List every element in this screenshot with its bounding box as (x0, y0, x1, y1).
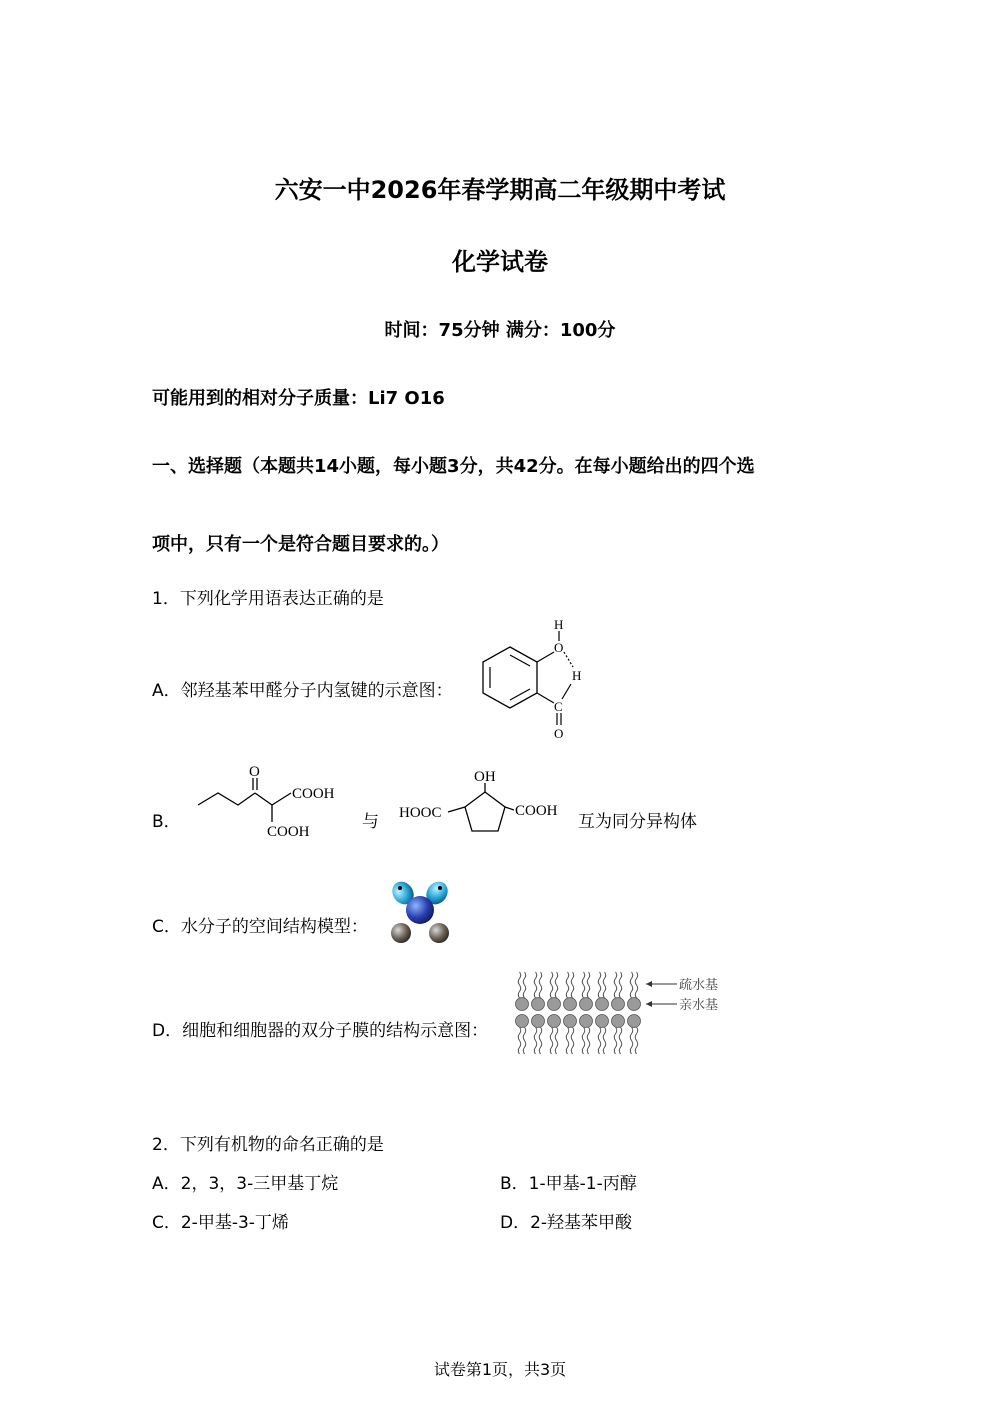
lipid-tail-upper (587, 972, 590, 998)
lipid-head (516, 1015, 529, 1028)
q1-option-a: A．邻羟基苯甲醛分子内氢键的示意图： (152, 681, 453, 701)
q2-option-a: A．2，3，3-三甲基丁烷 (152, 1174, 339, 1194)
q1-option-b: B． (152, 812, 181, 832)
lipid-tail-upper (614, 972, 617, 998)
q1-option-c: C．水分子的空间结构模型： (152, 917, 368, 937)
lipid-head (596, 998, 609, 1011)
lipid-tail-lower (635, 1027, 638, 1054)
lipid-head (516, 998, 529, 1011)
lipid-tail-lower (582, 1027, 585, 1054)
lipid-head (612, 998, 625, 1011)
lipid-tail-upper (518, 972, 521, 998)
q2-option-d: D．2-羟基苯甲酸 (500, 1213, 633, 1233)
lipid-tail-upper (635, 972, 638, 998)
lipid-tail-lower (555, 1027, 558, 1054)
lipid-head (532, 1015, 545, 1028)
lipid-head (564, 998, 577, 1011)
fig-a-h-top: H (554, 617, 564, 632)
fig-a-o: O (554, 640, 564, 655)
lipid-head (628, 1015, 641, 1028)
lipid-tail-lower (539, 1027, 542, 1054)
lipid-head (548, 1015, 561, 1028)
lipid-head (596, 1015, 609, 1028)
q1-option-d: D．细胞和细胞器的双分子膜的结构示意图： (152, 1021, 489, 1041)
exam-title: 六安一中2026年春学期高二年级期中考试 (274, 176, 726, 204)
exam-meta: 时间：75分钟 满分：100分 (384, 320, 616, 341)
fig-b2-hooc: HOOC (399, 805, 442, 821)
exam-subtitle: 化学试卷 (452, 248, 548, 276)
lipid-tail-upper (534, 972, 537, 998)
fig-b2-cooh: COOH (515, 803, 558, 819)
lipid-head (580, 998, 593, 1011)
o-hydroxybenzaldehyde-structure (470, 615, 600, 740)
lipid-tail-lower (571, 1027, 574, 1054)
lipid-tail-lower (550, 1027, 553, 1054)
lipid-head (580, 1015, 593, 1028)
page-footer: 试卷第1页，共3页 (433, 1360, 567, 1379)
lipid-tail-lower (566, 1027, 569, 1054)
section-heading-line2: 项中，只有一个是符合题目要求的。） (152, 534, 449, 555)
lipid-head (548, 998, 561, 1011)
lipid-tail-upper (523, 972, 526, 998)
section-heading-line1: 一、选择题（本题共14小题，每小题3分，共42分。在每小题给出的四个选 (152, 456, 755, 477)
lipid-tail-lower (619, 1027, 622, 1054)
lipid-tail-upper (571, 972, 574, 998)
lipid-tail-upper (630, 972, 633, 998)
lipid-tail-upper (598, 972, 601, 998)
lipid-tail-upper (555, 972, 558, 998)
lipid-tail-lower (598, 1027, 601, 1054)
lipid-tail-lower (523, 1027, 526, 1054)
q1-option-b-and: 与 (362, 812, 379, 832)
q2-option-c: C．2-甲基-3-丁烯 (152, 1213, 289, 1233)
lipid-tail-upper (566, 972, 569, 998)
q2-option-b: B．1-甲基-1-丙醇 (500, 1174, 637, 1194)
bilayer-membrane-diagram (512, 968, 727, 1060)
q1-option-b-suffix: 互为同分异构体 (578, 812, 697, 832)
fig-b1-cooh-right: COOH (292, 786, 335, 802)
lipid-tail-lower (603, 1027, 606, 1054)
q1-stem: 1．下列化学用语表达正确的是 (152, 589, 384, 609)
keto-acid-structure (195, 760, 350, 845)
fig-b1-cooh-bottom: COOH (267, 824, 310, 840)
lipid-head (612, 1015, 625, 1028)
lipid-tail-upper (619, 972, 622, 998)
fig-b2-oh: OH (474, 769, 496, 785)
lipid-tail-lower (587, 1027, 590, 1054)
hydroxy-cyclopentane-diacid-structure (398, 765, 568, 845)
fig-b1-o: O (249, 764, 260, 780)
lipid-head (532, 998, 545, 1011)
fig-a-c: C (554, 699, 563, 714)
fig-a-h-right: H (572, 668, 582, 683)
water-molecule-model (385, 878, 455, 946)
q2-stem: 2．下列有机物的命名正确的是 (152, 1135, 384, 1155)
lipid-tail-upper (582, 972, 585, 998)
label-hydrophobic: 疏水基 (679, 978, 719, 993)
lipid-head (628, 998, 641, 1011)
lipid-tail-lower (534, 1027, 537, 1054)
lipid-tail-lower (614, 1027, 617, 1054)
lipid-tail-upper (539, 972, 542, 998)
lipid-tail-upper (550, 972, 553, 998)
lipid-tail-upper (603, 972, 606, 998)
lipid-tail-lower (630, 1027, 633, 1054)
lipid-tail-lower (518, 1027, 521, 1054)
fig-a-o-bottom: O (554, 726, 564, 741)
atomic-mass-line: 可能用到的相对分子质量：Li7 O16 (152, 388, 445, 409)
lipid-head (564, 1015, 577, 1028)
label-hydrophilic: 亲水基 (679, 998, 719, 1013)
